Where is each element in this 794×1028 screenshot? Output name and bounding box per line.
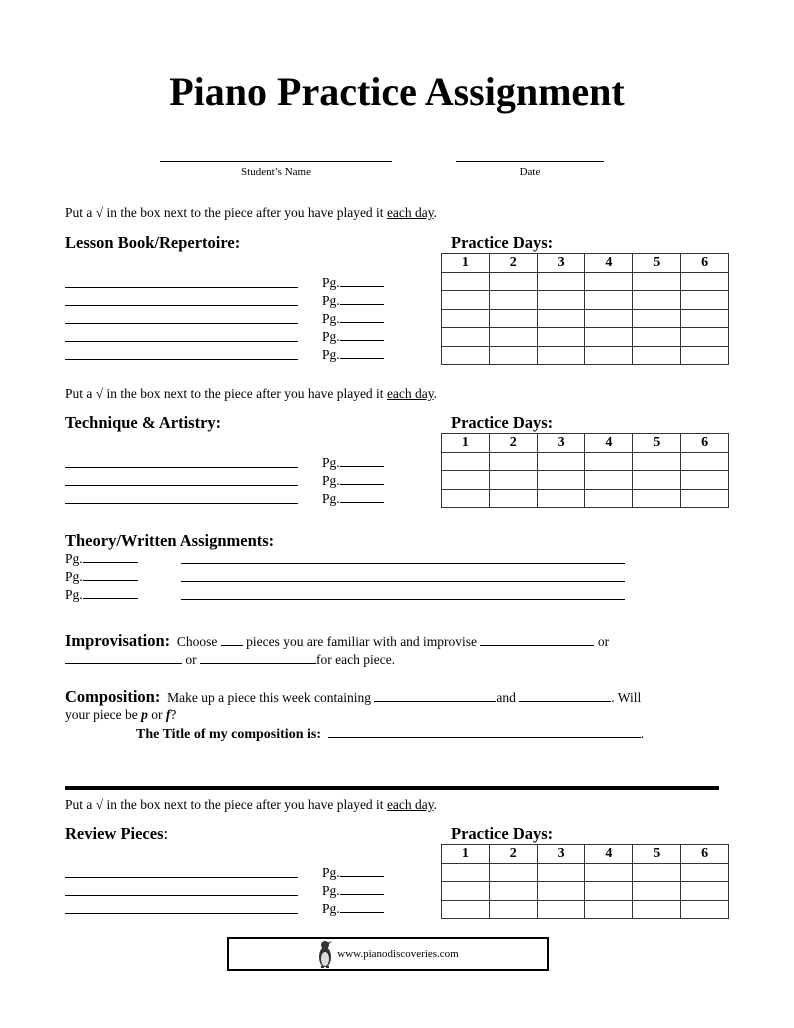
checkbox-cell[interactable] bbox=[537, 471, 585, 490]
pieces-count-field[interactable] bbox=[221, 633, 243, 646]
checkbox-cell[interactable] bbox=[489, 471, 537, 490]
pg-label: Pg. bbox=[322, 275, 340, 290]
instruction-each-day: each day bbox=[386, 386, 434, 401]
checkbox-cell[interactable] bbox=[681, 489, 729, 508]
comp-text: your piece be bbox=[65, 707, 138, 722]
checkbox-cell[interactable] bbox=[442, 489, 490, 508]
theory-heading: Theory/Written Assignments: bbox=[65, 531, 275, 550]
page-number-field[interactable] bbox=[340, 454, 384, 467]
pg-label: Pg. bbox=[65, 587, 83, 602]
section-divider bbox=[65, 786, 719, 790]
checkbox-cell[interactable] bbox=[585, 291, 633, 310]
checkbox-cell[interactable] bbox=[633, 272, 681, 291]
checkbox-cell[interactable] bbox=[442, 272, 490, 291]
pg-label: Pg. bbox=[322, 901, 340, 916]
checkbox-cell[interactable] bbox=[681, 452, 729, 471]
piece-name-field-lesson[interactable] bbox=[65, 305, 298, 306]
checkbox-cell[interactable] bbox=[442, 309, 490, 328]
day-header: 4 bbox=[585, 845, 633, 864]
improv-text: for each piece. bbox=[316, 652, 396, 667]
practice-days-table-technique bbox=[441, 433, 729, 508]
piano-dynamic: p bbox=[141, 707, 148, 722]
checkbox-cell[interactable] bbox=[633, 346, 681, 365]
day-header: 3 bbox=[537, 254, 585, 273]
table-row bbox=[442, 863, 729, 882]
page-number-field[interactable] bbox=[340, 882, 384, 895]
theory-page-number bbox=[65, 586, 138, 603]
page-number-field[interactable] bbox=[340, 328, 384, 341]
piece-name-field-review[interactable] bbox=[65, 877, 298, 878]
day-header: 6 bbox=[681, 254, 729, 273]
page-number-technique bbox=[322, 454, 384, 471]
table-row bbox=[442, 471, 729, 490]
checkbox-cell[interactable] bbox=[489, 863, 537, 882]
improv-text: pieces you are familiar with and improvise bbox=[246, 634, 478, 649]
page-number-field[interactable] bbox=[340, 310, 384, 323]
composition-title-label: The Title of my composition is: bbox=[136, 727, 321, 742]
improv-text: or bbox=[185, 652, 197, 667]
page-number-field[interactable] bbox=[340, 274, 384, 287]
checkbox-cell[interactable] bbox=[442, 471, 490, 490]
pg-label: Pg. bbox=[322, 455, 340, 470]
checkbox-cell[interactable] bbox=[585, 309, 633, 328]
header-row bbox=[442, 434, 729, 453]
page-number-lesson bbox=[322, 292, 384, 309]
practice-days-table-lesson bbox=[441, 253, 729, 365]
forte-dynamic: f bbox=[165, 707, 171, 722]
instruction-each-day: each day bbox=[386, 797, 434, 812]
improvisation-line-2 bbox=[65, 651, 395, 668]
page-number-technique bbox=[322, 472, 384, 489]
instruction-text: Put a √ in the box next to the piece after you have played it bbox=[65, 205, 387, 220]
page-number-field[interactable] bbox=[340, 472, 384, 485]
piece-name-field-technique[interactable] bbox=[65, 467, 298, 468]
review-colon: : bbox=[163, 824, 169, 843]
checkbox-cell[interactable] bbox=[489, 452, 537, 471]
checkbox-cell[interactable] bbox=[585, 471, 633, 490]
checkbox-cell[interactable] bbox=[633, 291, 681, 310]
day-header: 1 bbox=[442, 845, 490, 864]
piece-name-field-technique[interactable] bbox=[65, 485, 298, 486]
page-number-lesson bbox=[322, 328, 384, 345]
day-header: 2 bbox=[489, 254, 537, 273]
practice-days-label-technique: Practice Days: bbox=[451, 413, 554, 432]
table-row bbox=[442, 346, 729, 365]
table-row bbox=[442, 291, 729, 310]
composition-heading: Composition: bbox=[65, 687, 161, 706]
comp-text: or bbox=[151, 707, 163, 722]
checkbox-cell[interactable] bbox=[633, 489, 681, 508]
checkbox-cell[interactable] bbox=[537, 452, 585, 471]
checkbox-cell[interactable] bbox=[442, 328, 490, 347]
page-number-field[interactable] bbox=[340, 900, 384, 913]
improvisation-line-1 bbox=[65, 631, 609, 651]
theory-assignment-field[interactable] bbox=[181, 599, 625, 600]
day-header: 6 bbox=[681, 845, 729, 864]
page-number-field[interactable] bbox=[340, 864, 384, 877]
checkbox-cell[interactable] bbox=[537, 272, 585, 291]
checkbox-cell[interactable] bbox=[442, 346, 490, 365]
day-header: 5 bbox=[633, 434, 681, 453]
theory-page-number bbox=[65, 568, 138, 585]
checkbox-cell[interactable] bbox=[633, 882, 681, 901]
day-header: 5 bbox=[633, 845, 681, 864]
comp-text: . Will bbox=[611, 690, 642, 705]
practice-days-label-review: Practice Days: bbox=[451, 824, 554, 843]
checkbox-cell[interactable] bbox=[489, 291, 537, 310]
checkbox-cell[interactable] bbox=[489, 900, 537, 919]
checkbox-cell[interactable] bbox=[442, 291, 490, 310]
checkbox-cell[interactable] bbox=[681, 346, 729, 365]
comp-text: Make up a piece this week containing bbox=[167, 690, 372, 705]
checkbox-cell[interactable] bbox=[585, 882, 633, 901]
checkbox-cell[interactable] bbox=[585, 489, 633, 508]
pg-label: Pg. bbox=[322, 473, 340, 488]
page-number-technique bbox=[322, 490, 384, 507]
improvise-field-1[interactable] bbox=[480, 633, 594, 646]
page-number-field[interactable] bbox=[340, 346, 384, 359]
checkbox-cell[interactable] bbox=[489, 346, 537, 365]
improvise-field-3[interactable] bbox=[200, 651, 316, 664]
theory-assignment-field[interactable] bbox=[181, 581, 625, 582]
improvise-field-2[interactable] bbox=[65, 651, 182, 664]
checkbox-cell[interactable] bbox=[442, 863, 490, 882]
technique-heading: Technique & Artistry: bbox=[65, 413, 222, 432]
page-number-field[interactable] bbox=[340, 292, 384, 305]
piece-name-field-lesson[interactable] bbox=[65, 287, 298, 288]
pg-label: Pg. bbox=[322, 329, 340, 344]
checkbox-cell[interactable] bbox=[489, 272, 537, 291]
checkbox-cell[interactable] bbox=[585, 346, 633, 365]
lesson-heading: Lesson Book/Repertoire: bbox=[65, 233, 241, 252]
review-heading bbox=[65, 824, 168, 844]
pg-label: Pg. bbox=[322, 865, 340, 880]
checkbox-cell[interactable] bbox=[681, 900, 729, 919]
page-number-lesson bbox=[322, 274, 384, 291]
checkbox-cell[interactable] bbox=[537, 291, 585, 310]
checkbox-cell[interactable] bbox=[681, 309, 729, 328]
checkbox-cell[interactable] bbox=[681, 882, 729, 901]
table-row bbox=[442, 489, 729, 508]
checkbox-cell[interactable] bbox=[442, 900, 490, 919]
instruction-period: . bbox=[433, 386, 438, 401]
improv-text: Choose bbox=[176, 634, 218, 649]
day-header: 1 bbox=[442, 434, 490, 453]
composition-line-1 bbox=[65, 687, 641, 707]
checkbox-cell[interactable] bbox=[537, 882, 585, 901]
table-row bbox=[442, 882, 729, 901]
checkbox-cell[interactable] bbox=[442, 882, 490, 901]
penguin-logo-icon bbox=[317, 939, 333, 969]
theory-assignment-field[interactable] bbox=[181, 563, 625, 564]
checkbox-cell[interactable] bbox=[537, 863, 585, 882]
table-row bbox=[442, 900, 729, 919]
composition-element-field-1[interactable] bbox=[374, 689, 496, 702]
pg-label: Pg. bbox=[322, 293, 340, 308]
table-row bbox=[442, 328, 729, 347]
improvisation-heading: Improvisation: bbox=[65, 631, 171, 650]
checkbox-cell[interactable] bbox=[633, 900, 681, 919]
pg-label: Pg. bbox=[322, 311, 340, 326]
comp-text: . bbox=[640, 726, 645, 741]
checkbox-cell[interactable] bbox=[681, 471, 729, 490]
instruction-review bbox=[65, 797, 437, 813]
improv-text: or bbox=[597, 634, 610, 649]
page-number-lesson bbox=[322, 310, 384, 327]
checkbox-cell[interactable] bbox=[585, 900, 633, 919]
day-header: 4 bbox=[585, 434, 633, 453]
table-row bbox=[442, 309, 729, 328]
checkbox-cell[interactable] bbox=[681, 291, 729, 310]
composition-title-line bbox=[136, 725, 644, 743]
page-title: Piano Practice Assignment bbox=[169, 69, 625, 114]
piece-name-field-technique[interactable] bbox=[65, 503, 298, 504]
page-number-review bbox=[322, 882, 384, 899]
page-number-field[interactable] bbox=[83, 586, 138, 599]
pg-label: Pg. bbox=[65, 569, 83, 584]
day-header: 1 bbox=[442, 254, 490, 273]
instruction-each-day: each day bbox=[386, 205, 434, 220]
day-header: 6 bbox=[681, 434, 729, 453]
comp-text: and bbox=[496, 690, 516, 705]
instruction-text: Put a √ in the box next to the piece after you have played it bbox=[65, 797, 387, 812]
date-label: Date bbox=[519, 166, 541, 178]
checkbox-cell[interactable] bbox=[585, 272, 633, 291]
header-row bbox=[442, 254, 729, 273]
piece-name-field-review[interactable] bbox=[65, 913, 298, 914]
pg-label: Pg. bbox=[322, 491, 340, 506]
checkbox-cell[interactable] bbox=[489, 328, 537, 347]
day-header: 4 bbox=[585, 254, 633, 273]
composition-line-2 bbox=[65, 707, 176, 723]
checkbox-cell[interactable] bbox=[681, 863, 729, 882]
practice-days-label-lesson: Practice Days: bbox=[451, 233, 554, 252]
piece-name-field-lesson[interactable] bbox=[65, 359, 298, 360]
page-number-field[interactable] bbox=[83, 568, 138, 581]
day-header: 2 bbox=[489, 434, 537, 453]
checkbox-cell[interactable] bbox=[537, 328, 585, 347]
composition-title-field[interactable] bbox=[328, 725, 641, 738]
table-row bbox=[442, 272, 729, 291]
page-number-field[interactable] bbox=[83, 550, 138, 563]
piece-name-field-lesson[interactable] bbox=[65, 341, 298, 342]
student-name-field[interactable] bbox=[160, 161, 392, 162]
piece-name-field-review[interactable] bbox=[65, 895, 298, 896]
checkbox-cell[interactable] bbox=[537, 900, 585, 919]
checkbox-cell[interactable] bbox=[633, 328, 681, 347]
checkbox-cell[interactable] bbox=[681, 272, 729, 291]
comp-text: ? bbox=[170, 707, 177, 722]
day-header: 2 bbox=[489, 845, 537, 864]
instruction-technique bbox=[65, 386, 437, 402]
page-number-review bbox=[322, 864, 384, 881]
day-header: 5 bbox=[633, 254, 681, 273]
day-header: 3 bbox=[537, 434, 585, 453]
checkbox-cell[interactable] bbox=[633, 452, 681, 471]
piece-name-field-lesson[interactable] bbox=[65, 323, 298, 324]
footer-box bbox=[227, 937, 549, 971]
composition-element-field-2[interactable] bbox=[519, 689, 611, 702]
checkbox-cell[interactable] bbox=[537, 346, 585, 365]
checkbox-cell[interactable] bbox=[442, 452, 490, 471]
pg-label: Pg. bbox=[322, 347, 340, 362]
instruction-period: . bbox=[433, 797, 438, 812]
pg-label: Pg. bbox=[322, 883, 340, 898]
table-row bbox=[442, 452, 729, 471]
checkbox-cell[interactable] bbox=[681, 328, 729, 347]
instruction-lesson bbox=[65, 205, 437, 221]
checkbox-cell[interactable] bbox=[633, 471, 681, 490]
header-row bbox=[442, 845, 729, 864]
day-header: 3 bbox=[537, 845, 585, 864]
practice-days-table-review bbox=[441, 844, 729, 919]
checkbox-cell[interactable] bbox=[633, 309, 681, 328]
date-field[interactable] bbox=[456, 161, 604, 162]
checkbox-cell[interactable] bbox=[489, 489, 537, 508]
checkbox-cell[interactable] bbox=[537, 489, 585, 508]
review-heading-text: Review Pieces bbox=[65, 824, 164, 843]
page-number-lesson bbox=[322, 346, 384, 363]
checkbox-cell[interactable] bbox=[585, 328, 633, 347]
checkbox-cell[interactable] bbox=[537, 309, 585, 328]
theory-page-number bbox=[65, 550, 138, 567]
instruction-period: . bbox=[433, 205, 438, 220]
checkbox-cell[interactable] bbox=[585, 452, 633, 471]
checkbox-cell[interactable] bbox=[489, 882, 537, 901]
page-number-field[interactable] bbox=[340, 490, 384, 503]
page-number-review bbox=[322, 900, 384, 917]
student-name-label: Student’s Name bbox=[241, 166, 311, 178]
checkbox-cell[interactable] bbox=[633, 863, 681, 882]
instruction-text: Put a √ in the box next to the piece after you have played it bbox=[65, 386, 387, 401]
website-url: www.pianodiscoveries.com bbox=[337, 948, 459, 960]
checkbox-cell[interactable] bbox=[489, 309, 537, 328]
checkbox-cell[interactable] bbox=[585, 863, 633, 882]
pg-label: Pg. bbox=[65, 551, 83, 566]
